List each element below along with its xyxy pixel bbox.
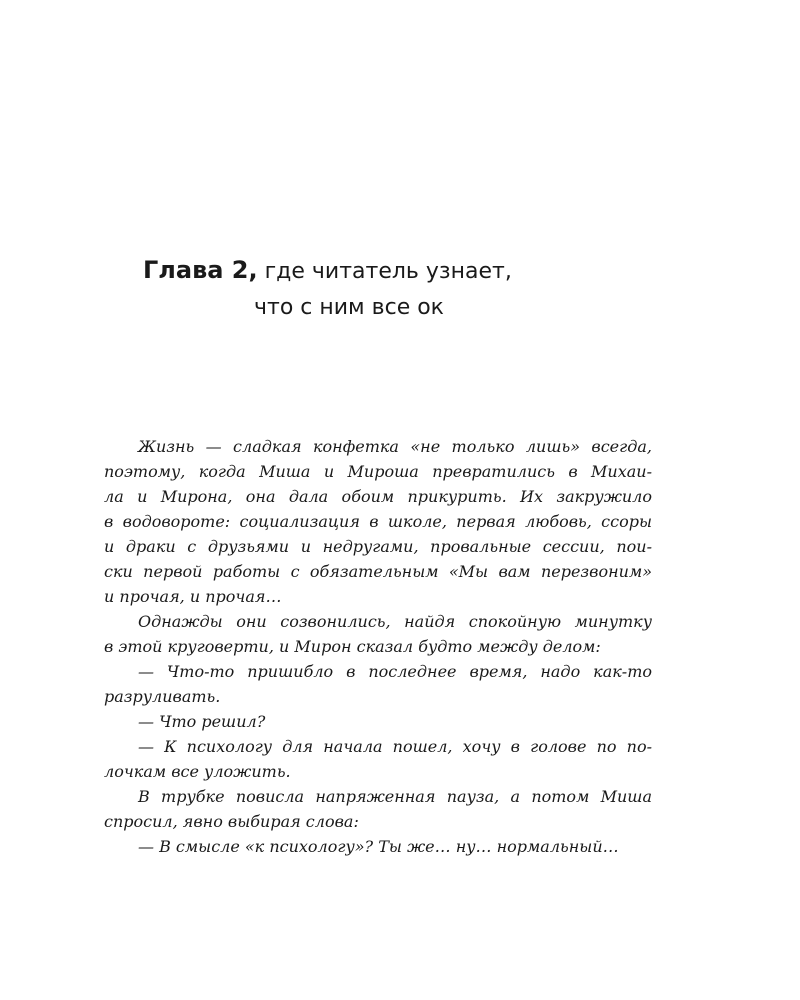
text-line: спросил, явно выбирая слова: (104, 812, 359, 831)
text-line: в этой круговерти, и Мирон сказал будто между делом: (104, 637, 601, 656)
chapter-heading-line-1 (143, 256, 512, 284)
text-line: — К психологу для начала пошел, хочу в голове по по- (138, 737, 652, 756)
chapter-title-line-1: где читатель узнает, (264, 259, 512, 284)
text-line: — Что решил? (138, 712, 266, 731)
text-line: и драки с друзьями и недругами, провальные сессии, пои- (104, 537, 652, 556)
text-line: ла и Мирона, она дала обоим прикурить. Их закружило (104, 487, 652, 506)
text-line: Жизнь — сладкая конфетка «не только лишь» всегда, (138, 437, 652, 456)
text-line: лочкам все уложить. (104, 762, 291, 781)
text-line: Однажды они созвонились, найдя спокойную минутку (138, 612, 652, 631)
text-line: В трубке повисла напряженная пауза, а потом Миша (138, 787, 652, 806)
text-line: поэтому, когда Миша и Мироша превратились в Михаи- (104, 462, 652, 481)
text-line: разруливать. (104, 687, 221, 706)
text-line: в водовороте: социализация в школе, первая любовь, ссоры (104, 512, 652, 531)
chapter-label: Глава 2, (143, 256, 258, 284)
text-line: — В смысле «к психологу»? Ты же… ну… нормальный… (138, 837, 619, 856)
body-text (104, 434, 652, 859)
chapter-title-line-2: что с ним все ок (254, 295, 444, 320)
text-line: и прочая, и прочая… (104, 587, 282, 606)
text-line: ски первой работы с обязательным «Мы вам перезвоним» (104, 562, 652, 581)
text-line: — Что-то пришибло в последнее время, надо как-то (138, 662, 652, 681)
